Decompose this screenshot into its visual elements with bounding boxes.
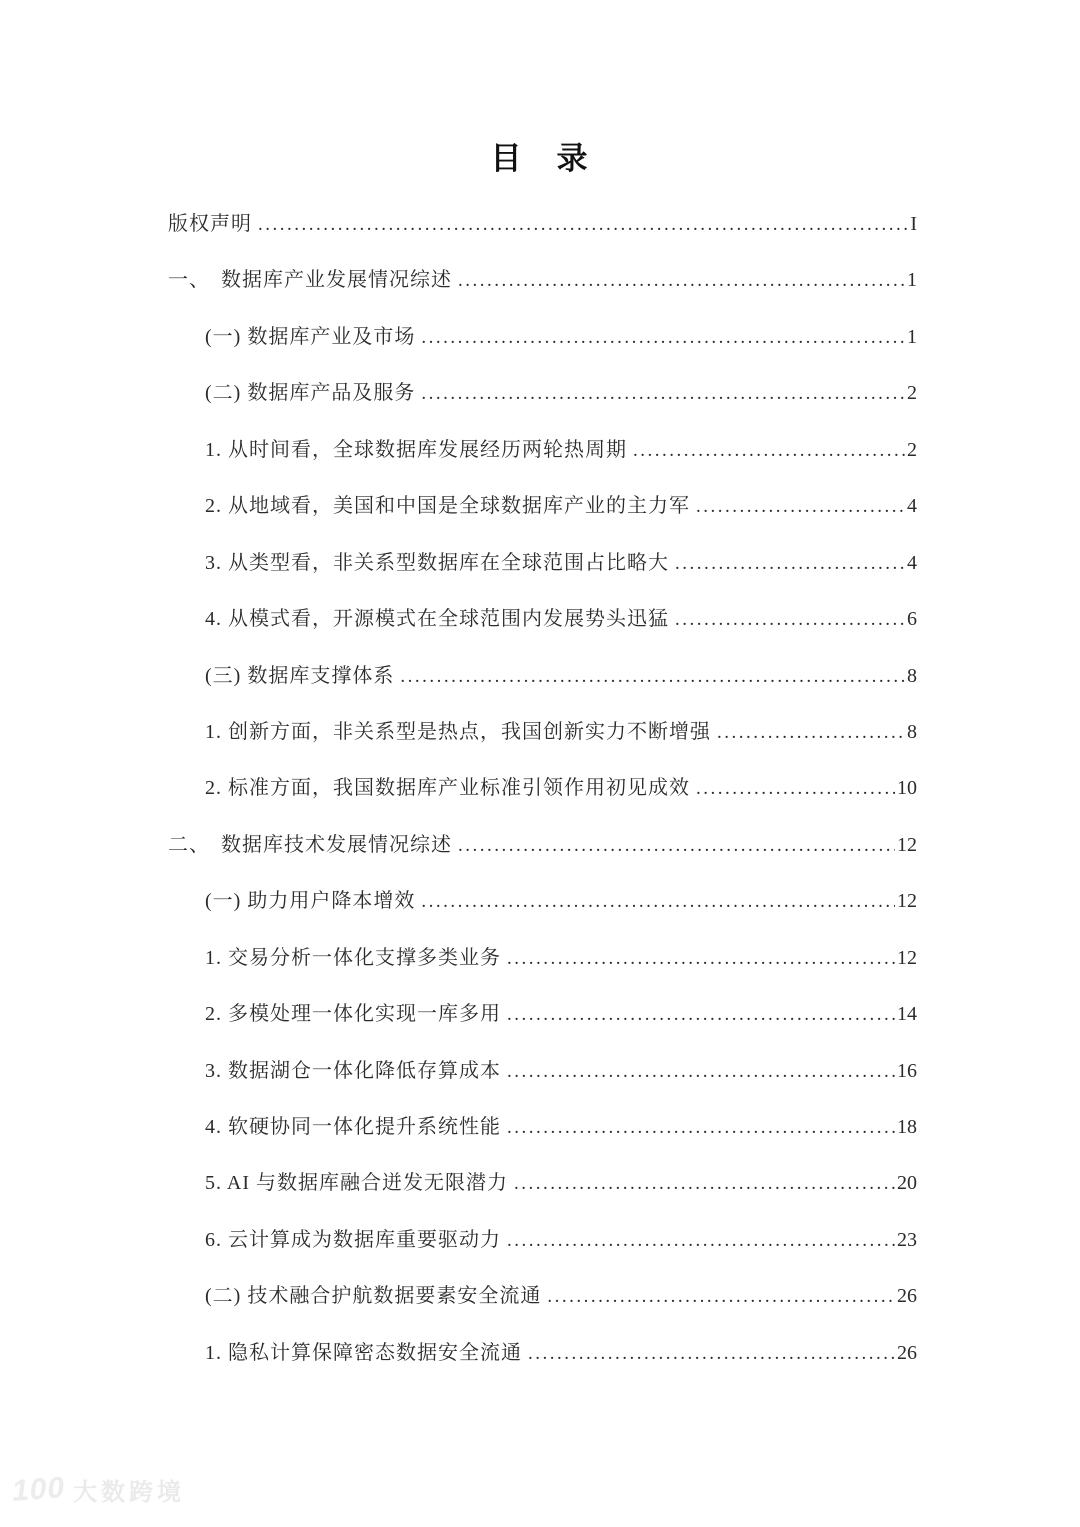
toc-entry-page-number: 14 — [897, 1003, 917, 1026]
toc-entry-page-number: 8 — [907, 664, 917, 687]
toc-entry — [168, 704, 917, 760]
toc-entry-page-number: 18 — [897, 1116, 917, 1138]
toc-dot-leader — [421, 873, 895, 930]
toc-dot-leader — [717, 704, 905, 761]
watermark-brand-text: 大数跨境 — [73, 1479, 186, 1506]
toc-entry-label: 一、 数据库产业发展情况综述 — [168, 269, 452, 292]
toc-entry-label: 版权声明 — [168, 213, 252, 235]
toc-entry-page-number: 10 — [897, 777, 917, 800]
toc-entry — [168, 1155, 917, 1211]
toc-entry-page-number: 6 — [907, 608, 917, 631]
toc-entry — [168, 309, 917, 365]
toc-entry-label: 1. 从时间看，全球数据库发展经历两轮热周期 — [205, 438, 627, 461]
toc-entry-page-number: 23 — [897, 1228, 917, 1251]
toc-entry — [168, 365, 917, 421]
toc-entry-page-number: 26 — [897, 1285, 917, 1308]
toc-entry-label: 3. 数据湖仓一体化降低存算成本 — [205, 1059, 501, 1082]
toc-dot-leader — [514, 1155, 895, 1212]
toc-dot-leader — [528, 1325, 895, 1382]
toc-entry-page-number: 4 — [907, 551, 917, 574]
toc-entry — [168, 196, 917, 252]
toc-entry — [168, 873, 917, 929]
toc-dot-leader — [458, 817, 895, 874]
toc-entry-label: 1. 交易分析一体化支撑多类业务 — [205, 946, 501, 969]
toc-entry — [168, 930, 917, 986]
toc-dot-leader — [675, 535, 905, 592]
watermark-logo: 100 — [10, 1470, 67, 1508]
toc-entry-label: 4. 软硬协同一体化提升系统性能 — [205, 1116, 501, 1138]
toc-entry-label: 2. 多模处理一体化实现一库多用 — [205, 1003, 501, 1026]
toc-entry-label: 6. 云计算成为数据库重要驱动力 — [205, 1228, 501, 1251]
toc-entry — [168, 986, 917, 1042]
toc-entry-page-number: 1 — [907, 325, 917, 348]
toc-dot-leader — [633, 422, 905, 479]
toc-entry — [168, 1099, 917, 1155]
toc-entry — [168, 1043, 917, 1099]
toc-entry — [168, 648, 917, 704]
page-title: 目 录 — [490, 141, 590, 176]
toc-entry-page-number: 12 — [897, 833, 917, 856]
toc-dot-leader — [675, 591, 905, 648]
toc-entry-page-number: I — [910, 213, 917, 235]
toc-entry-label: 2. 标准方面，我国数据库产业标准引领作用初见成效 — [205, 777, 690, 800]
toc-dot-leader — [507, 1043, 895, 1100]
toc-entry — [168, 252, 917, 308]
toc-dot-leader — [507, 1212, 895, 1269]
toc-entry-page-number: 2 — [907, 382, 917, 405]
toc-dot-leader — [547, 1268, 895, 1325]
toc-entry — [168, 535, 917, 591]
toc-entry-page-number: 16 — [897, 1059, 917, 1082]
toc-entry-label: 1. 隐私计算保障密态数据安全流通 — [205, 1341, 522, 1364]
toc-dot-leader — [258, 196, 908, 253]
toc-entry-page-number: 20 — [897, 1172, 917, 1195]
toc-entry-label: 5. AI 与数据库融合迸发无限潜力 — [205, 1172, 508, 1195]
toc-dot-leader — [421, 365, 905, 422]
toc-list — [168, 196, 917, 1381]
toc-entry — [168, 478, 917, 534]
toc-entry-label: (二) 技术融合护航数据要素安全流通 — [205, 1285, 542, 1308]
toc-entry-label: 4. 从模式看，开源模式在全球范围内发展势头迅猛 — [205, 608, 669, 631]
toc-dot-leader — [696, 478, 905, 535]
toc-dot-leader — [696, 760, 895, 817]
toc-entry-label: (一) 助力用户降本增效 — [205, 890, 416, 913]
toc-entry — [168, 1268, 917, 1324]
toc-entry — [168, 422, 917, 478]
watermark — [12, 1472, 185, 1507]
toc-dot-leader — [507, 986, 895, 1043]
toc-entry-label: 3. 从类型看，非关系型数据库在全球范围占比略大 — [205, 551, 669, 574]
toc-entry-label: (一) 数据库产业及市场 — [205, 325, 416, 348]
toc-entry-page-number: 12 — [897, 890, 917, 913]
toc-entry-page-number: 26 — [897, 1341, 917, 1364]
toc-entry-page-number: 4 — [907, 495, 917, 518]
toc-entry — [168, 817, 917, 873]
toc-entry — [168, 591, 917, 647]
toc-dot-leader — [458, 252, 905, 309]
toc-dot-leader — [507, 930, 895, 987]
toc-entry-label: 1. 创新方面，非关系型是热点，我国创新实力不断增强 — [205, 720, 711, 743]
toc-entry — [168, 1325, 917, 1381]
toc-dot-leader — [507, 1099, 895, 1156]
toc-entry-label: 二、 数据库技术发展情况综述 — [168, 833, 452, 856]
toc-entry-label: (三) 数据库支撑体系 — [205, 664, 395, 687]
toc-entry-label: 2. 从地域看，美国和中国是全球数据库产业的主力军 — [205, 495, 690, 518]
toc-entry — [168, 1212, 917, 1268]
toc-entry-label: (二) 数据库产品及服务 — [205, 382, 416, 405]
toc-entry-page-number: 2 — [907, 438, 917, 461]
toc-entry-page-number: 1 — [907, 269, 917, 292]
toc-entry-page-number: 8 — [907, 720, 917, 743]
toc-entry-page-number: 12 — [897, 946, 917, 969]
toc-dot-leader — [400, 648, 905, 705]
toc-entry — [168, 760, 917, 816]
toc-dot-leader — [421, 309, 905, 366]
